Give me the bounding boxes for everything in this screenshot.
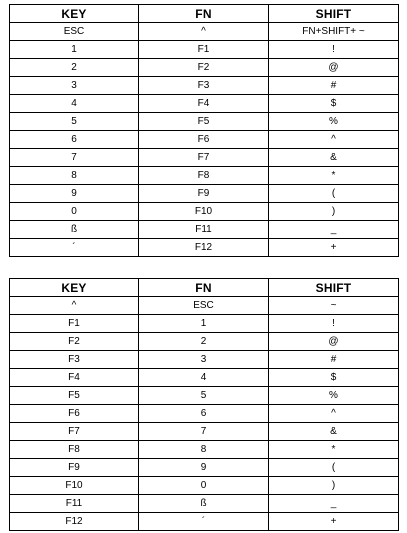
shift-cell: _ [269, 495, 399, 513]
key-cell: 6 [10, 131, 139, 149]
key-cell: F3 [10, 351, 139, 369]
key-cell: 4 [10, 95, 139, 113]
header-fn: FN [139, 5, 269, 23]
shift-cell: * [269, 441, 399, 459]
table-row [10, 77, 399, 95]
fn-cell: 0 [139, 477, 269, 495]
key-cell: 0 [10, 203, 139, 221]
header-fn: FN [139, 279, 269, 297]
fn-cell: ´ [139, 513, 269, 531]
key-cell: ^ [10, 297, 139, 315]
fn-cell: 4 [139, 369, 269, 387]
table-row [10, 369, 399, 387]
shift-cell: _ [269, 221, 399, 239]
key-cell: 9 [10, 185, 139, 203]
fn-cell: 6 [139, 405, 269, 423]
table-row [10, 59, 399, 77]
table-row [10, 203, 399, 221]
key-mapping-table-bottom [9, 278, 399, 531]
fn-cell: ß [139, 495, 269, 513]
fn-cell: F7 [139, 149, 269, 167]
fn-cell: F4 [139, 95, 269, 113]
key-cell: ESC [10, 23, 139, 41]
shift-cell: ! [269, 315, 399, 333]
key-cell: F4 [10, 369, 139, 387]
key-cell: F12 [10, 513, 139, 531]
table-row [10, 441, 399, 459]
shift-cell: & [269, 423, 399, 441]
key-cell: 8 [10, 167, 139, 185]
shift-cell: + [269, 239, 399, 257]
key-cell: F2 [10, 333, 139, 351]
fn-cell: F12 [139, 239, 269, 257]
fn-cell: F5 [139, 113, 269, 131]
key-cell: F6 [10, 405, 139, 423]
table-row [10, 351, 399, 369]
key-cell: F8 [10, 441, 139, 459]
key-cell: 5 [10, 113, 139, 131]
table-row [10, 41, 399, 59]
fn-cell: F8 [139, 167, 269, 185]
table-row [10, 131, 399, 149]
shift-cell: ( [269, 459, 399, 477]
fn-cell: F3 [139, 77, 269, 95]
table-row [10, 113, 399, 131]
key-cell: F11 [10, 495, 139, 513]
shift-cell: ~ [269, 297, 399, 315]
table-header-row [10, 279, 399, 297]
fn-cell: 7 [139, 423, 269, 441]
shift-cell: ^ [269, 405, 399, 423]
table-header-row [10, 5, 399, 23]
shift-cell: % [269, 387, 399, 405]
table-row [10, 297, 399, 315]
header-shift: SHIFT [269, 279, 399, 297]
fn-cell: 2 [139, 333, 269, 351]
table-row [10, 423, 399, 441]
fn-cell: F10 [139, 203, 269, 221]
key-cell: 7 [10, 149, 139, 167]
table-row [10, 239, 399, 257]
table-row [10, 23, 399, 41]
table-row [10, 513, 399, 531]
fn-cell: 9 [139, 459, 269, 477]
fn-cell: ^ [139, 23, 269, 41]
table-row [10, 221, 399, 239]
shift-cell: $ [269, 95, 399, 113]
table-row [10, 333, 399, 351]
shift-cell: % [269, 113, 399, 131]
shift-cell: & [269, 149, 399, 167]
shift-cell: ) [269, 203, 399, 221]
fn-cell: F2 [139, 59, 269, 77]
shift-cell: + [269, 513, 399, 531]
fn-cell: F6 [139, 131, 269, 149]
table-row [10, 185, 399, 203]
header-shift: SHIFT [269, 5, 399, 23]
key-cell: ß [10, 221, 139, 239]
shift-cell: ^ [269, 131, 399, 149]
key-cell: F1 [10, 315, 139, 333]
shift-cell: FN+SHIFT+ ~ [269, 23, 399, 41]
table-row [10, 405, 399, 423]
shift-cell: * [269, 167, 399, 185]
header-key: KEY [10, 5, 139, 23]
table-row [10, 95, 399, 113]
key-cell: 3 [10, 77, 139, 95]
fn-cell: F1 [139, 41, 269, 59]
fn-cell: F9 [139, 185, 269, 203]
table-row [10, 495, 399, 513]
fn-cell: 3 [139, 351, 269, 369]
key-mapping-table-top [9, 4, 399, 257]
table-row [10, 459, 399, 477]
table-row [10, 315, 399, 333]
shift-cell: @ [269, 333, 399, 351]
key-cell: F10 [10, 477, 139, 495]
fn-cell: ESC [139, 297, 269, 315]
shift-cell: # [269, 351, 399, 369]
fn-cell: 1 [139, 315, 269, 333]
key-cell: F9 [10, 459, 139, 477]
table-row [10, 149, 399, 167]
shift-cell: ( [269, 185, 399, 203]
header-key: KEY [10, 279, 139, 297]
table-row [10, 167, 399, 185]
shift-cell: $ [269, 369, 399, 387]
key-cell: F7 [10, 423, 139, 441]
key-cell: F5 [10, 387, 139, 405]
fn-cell: 8 [139, 441, 269, 459]
shift-cell: ! [269, 41, 399, 59]
key-cell: 2 [10, 59, 139, 77]
table-row [10, 477, 399, 495]
shift-cell: # [269, 77, 399, 95]
shift-cell: @ [269, 59, 399, 77]
fn-cell: F11 [139, 221, 269, 239]
key-cell: ´ [10, 239, 139, 257]
key-cell: 1 [10, 41, 139, 59]
shift-cell: ) [269, 477, 399, 495]
table-row [10, 387, 399, 405]
fn-cell: 5 [139, 387, 269, 405]
